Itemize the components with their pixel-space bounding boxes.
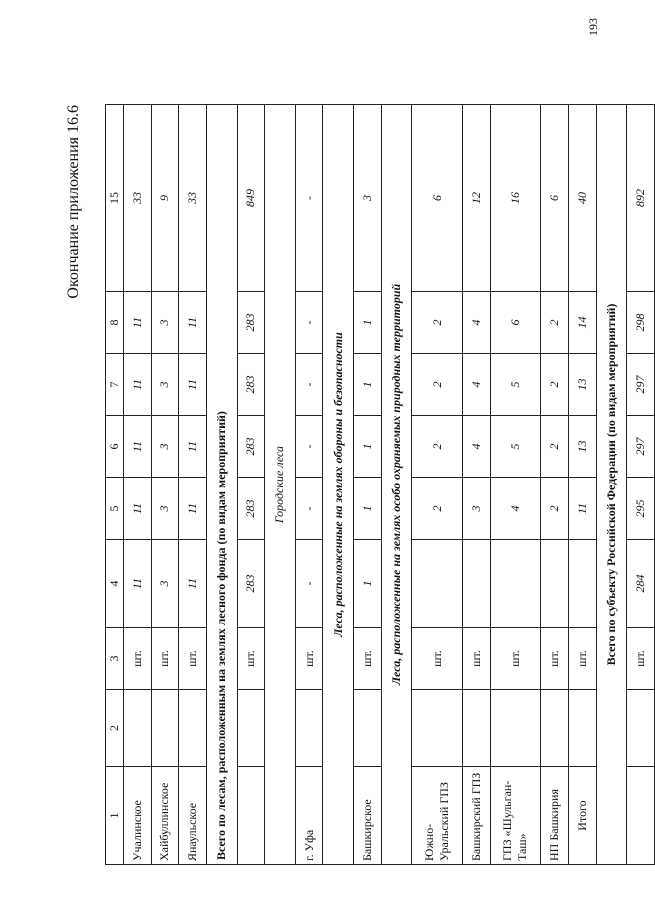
section-heading-defense-lands: Леса, расположенные на землях обороны и безопасности [323,105,354,865]
rotated-table-area [65,105,655,865]
table-cell: 3 [354,105,382,292]
column-header: 4 [106,540,124,628]
row-name [237,767,265,865]
section-row [265,105,296,865]
section-heading-federal-subject-total: Всего по субъекту Российской Федерации (по видам мероприятий) [596,105,627,865]
table-cell [412,690,463,767]
table-cell [124,690,152,767]
row-name: Южно-Уральский ГПЗ [412,767,463,865]
table-cell: 11 [179,416,207,478]
table-cell [295,690,323,767]
table-cell: 4 [463,416,491,478]
column-header: 1 [106,767,124,865]
table-cell [179,690,207,767]
table-row [151,105,179,865]
table-cell: 5 [490,416,541,478]
table-row [124,105,152,865]
table-cell: 3 [151,416,179,478]
table-cell: 2 [412,478,463,540]
table-cell [354,690,382,767]
table-cell: 6 [412,105,463,292]
table-cell: 2 [541,478,569,540]
unit-cell: шт. [490,628,541,690]
table-cell: 283 [237,540,265,628]
table-cell: 295 [627,478,655,540]
table-cell: 11 [124,478,152,540]
table-row [295,105,323,865]
table-cell: 3 [463,478,491,540]
unit-cell: шт. [124,628,152,690]
table-cell: 283 [237,478,265,540]
row-name [627,767,655,865]
table-cell: 2 [412,292,463,354]
table-cell: - [295,105,323,292]
table-row [463,105,491,865]
table-cell: - [295,292,323,354]
section-heading-protected-areas: Леса, расположенные на землях особо охраняемых природных территорий [381,105,412,865]
row-name: Учалинское [124,767,152,865]
unit-cell: шт. [627,628,655,690]
table-cell [151,690,179,767]
row-name: Башкирское [354,767,382,865]
table-cell: 2 [541,354,569,416]
row-name: Янаульское [179,767,207,865]
column-header: 3 [106,628,124,690]
table-cell: 283 [237,416,265,478]
table-cell: 6 [541,105,569,292]
table-row [237,105,265,865]
table-row [627,105,655,865]
table-cell: - [295,540,323,628]
table-cell [568,690,596,767]
table-cell: 4 [463,354,491,416]
table-cell: 3 [151,540,179,628]
table-row [179,105,207,865]
table-cell: 6 [490,292,541,354]
column-header: 8 [106,292,124,354]
table-cell: 11 [568,478,596,540]
unit-cell: шт. [568,628,596,690]
table-cell: 13 [568,354,596,416]
table-cell: 13 [568,416,596,478]
table-cell: 2 [412,354,463,416]
table-cell: 3 [151,292,179,354]
section-heading-urban-forests: Городские леса [265,105,296,865]
header-row [106,105,124,865]
table-cell: 297 [627,416,655,478]
column-header: 5 [106,478,124,540]
row-name: г. Уфа [295,767,323,865]
column-header: 6 [106,416,124,478]
table-cell [237,690,265,767]
table-cell: 297 [627,354,655,416]
table-cell: 33 [124,105,152,292]
row-name: НП Башкирия [541,767,569,865]
unit-cell: шт. [541,628,569,690]
table-cell [490,540,541,628]
unit-cell: шт. [412,628,463,690]
table-cell: 11 [179,540,207,628]
row-name: Башкирский ГПЗ [463,767,491,865]
table-cell: 2 [541,416,569,478]
unit-cell: шт. [295,628,323,690]
table-cell: 4 [490,478,541,540]
unit-cell: шт. [354,628,382,690]
column-header: 15 [106,105,124,292]
table-cell: 892 [627,105,655,292]
table-cell: 11 [124,540,152,628]
table-cell: 2 [412,416,463,478]
table-cell: 14 [568,292,596,354]
row-name: Хайбуллинское [151,767,179,865]
table-cell: 11 [179,478,207,540]
table-row [568,105,596,865]
data-table [105,104,655,865]
table-cell [463,690,491,767]
section-heading-forest-fund-total: Всего по лесам, расположенным на землях лесного фонда (по видам мероприятий) [206,105,237,865]
table-cell: 1 [354,292,382,354]
column-header: 7 [106,354,124,416]
table-cell: 1 [354,478,382,540]
table-cell: - [295,354,323,416]
table-cell: 11 [124,292,152,354]
table-cell: 40 [568,105,596,292]
table-cell: 33 [179,105,207,292]
section-row [596,105,627,865]
table-cell: 3 [151,354,179,416]
table-cell [412,540,463,628]
table-cell: 2 [541,292,569,354]
column-header: 2 [106,690,124,767]
row-name: ГПЗ «Шульган-Таш» [490,767,541,865]
table-cell: 3 [151,478,179,540]
table-cell [463,540,491,628]
table-cell: 1 [354,354,382,416]
table-row [490,105,541,865]
section-row [206,105,237,865]
page-number: 193 [586,18,600,36]
section-row [381,105,412,865]
unit-cell: шт. [151,628,179,690]
table-row [354,105,382,865]
table-cell: 849 [237,105,265,292]
unit-cell: шт. [237,628,265,690]
table-cell: - [295,478,323,540]
table-cell [490,690,541,767]
appendix-title: Окончание приложения 16.6 [65,105,82,299]
table-cell: 9 [151,105,179,292]
table-cell: 11 [179,354,207,416]
table-cell: 283 [237,354,265,416]
table-cell [541,540,569,628]
table-cell: 11 [179,292,207,354]
table-cell: 284 [627,540,655,628]
row-name: Итого [568,767,596,865]
section-row [323,105,354,865]
table-cell: 298 [627,292,655,354]
table-cell: 1 [354,540,382,628]
table-cell: 283 [237,292,265,354]
table-cell: 1 [354,416,382,478]
table-cell [627,690,655,767]
table-cell: 5 [490,354,541,416]
table-cell [568,540,596,628]
unit-cell: шт. [179,628,207,690]
unit-cell: шт. [463,628,491,690]
table-row [412,105,463,865]
table-cell: - [295,416,323,478]
table-cell: 11 [124,354,152,416]
table-cell: 4 [463,292,491,354]
table-cell: 11 [124,416,152,478]
table-cell: 12 [463,105,491,292]
table-row [541,105,569,865]
table-cell: 16 [490,105,541,292]
table-cell [541,690,569,767]
